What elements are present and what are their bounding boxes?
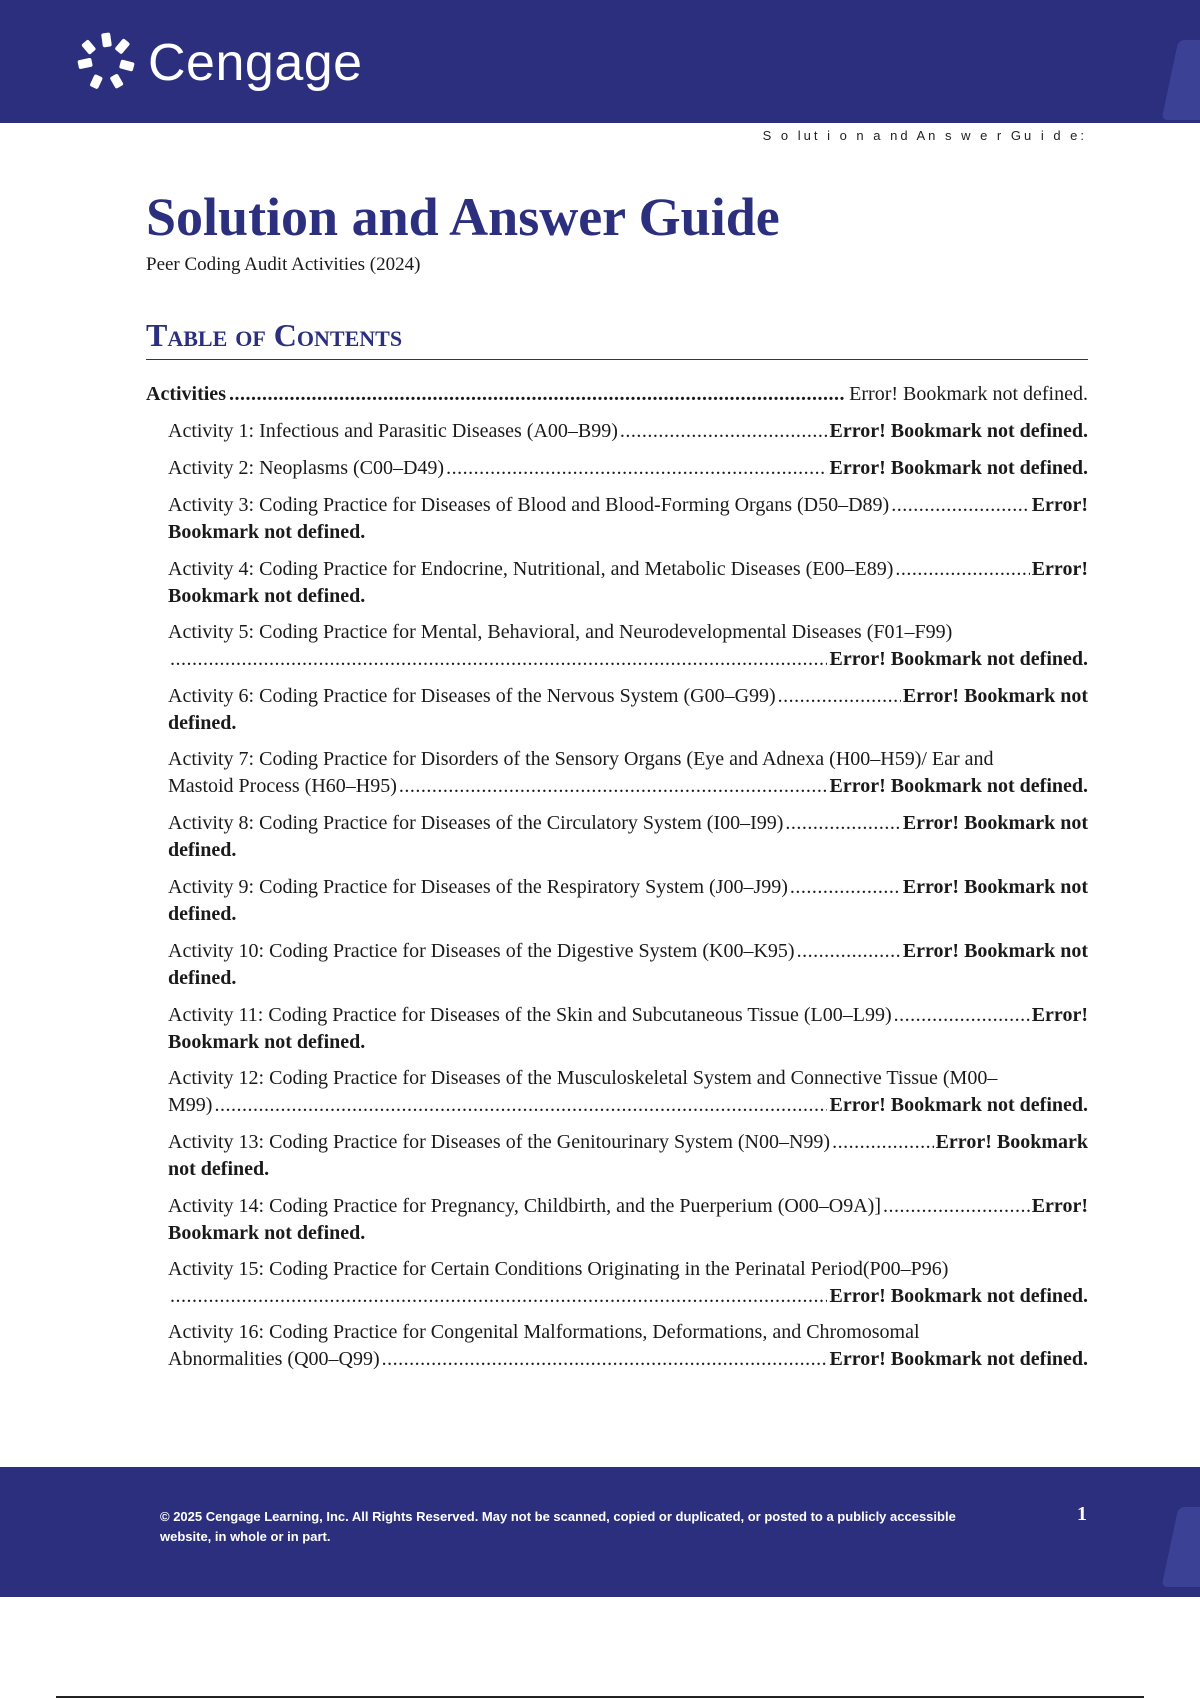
toc-entry-error: Error!	[1031, 558, 1088, 580]
toc-entry-text-continued: M99)	[168, 1094, 213, 1116]
toc-entry-text-continued: Mastoid Process (H60–H95)	[168, 775, 397, 797]
toc-entry-error: Error! Bookmark not defined.	[829, 1348, 1088, 1370]
cengage-logo[interactable]	[74, 32, 363, 94]
toc-entry-activity-5[interactable]	[146, 619, 1088, 673]
toc-entry-activity-15[interactable]	[146, 1256, 1088, 1310]
page-number: 1	[1077, 1503, 1087, 1525]
leader-dots	[170, 1283, 827, 1310]
toc-entry-text-continued: Abnormalities (Q00–Q99)	[168, 1348, 380, 1370]
toc-entry-activity-10[interactable]	[146, 937, 1088, 992]
leader-dots	[832, 1128, 934, 1156]
toc-entry-text: Activity 12: Coding Practice for Diseases of the Musculoskeletal System and Connective Tissue (M00–	[168, 1067, 998, 1089]
leader-dots	[883, 1192, 1030, 1220]
toc-entry-error: Error! Bookmark not defined.	[829, 648, 1088, 670]
toc-entry-text: Activity 4: Coding Practice for Endocrine, Nutritional, and Metabolic Diseases (E00–E89)	[168, 558, 894, 580]
toc-entry-text: Activity 2: Neoplasms (C00–D49)	[168, 457, 445, 479]
leader-dots	[214, 1092, 827, 1119]
toc-entry-activity-13[interactable]	[146, 1128, 1088, 1183]
leader-dots	[895, 555, 1029, 583]
toc-entry-activity-16[interactable]	[146, 1319, 1088, 1373]
toc-entry-error: Error! Bookmark not	[902, 685, 1088, 707]
page-title: Solution and Answer Guide	[146, 187, 780, 247]
toc-entry-error-continued: Bookmark not defined.	[168, 521, 366, 543]
toc-entry-text: Activity 9: Coding Practice for Diseases of the Respiratory System (J00–J99)	[168, 876, 788, 898]
toc-entry-activities[interactable]	[146, 380, 1088, 408]
toc-entry-error-continued: defined.	[168, 967, 237, 989]
leader-dots	[778, 682, 901, 710]
toc-entry-error: Error! Bookmark not defined.	[829, 775, 1088, 797]
toc-entry-error-continued: not defined.	[168, 1158, 270, 1180]
toc-entry-activity-6[interactable]	[146, 682, 1088, 737]
toc-entry-error: Error! Bookmark not	[902, 876, 1088, 898]
leader-dots	[797, 937, 901, 965]
toc-entry-error: Error! Bookmark not defined.	[829, 420, 1088, 442]
copyright-notice: © 2025 Cengage Learning, Inc. All Rights Reserved. May not be scanned, copied or duplicated, or posted to a publicly accessible website, in whole or in part.	[160, 1509, 956, 1544]
toc-entry-text: Activity 14: Coding Practice for Pregnancy, Childbirth, and the Puerperium (O00–O9A)]	[168, 1195, 881, 1217]
leader-dots	[894, 1001, 1030, 1029]
toc-entry-text: Activity 13: Coding Practice for Diseases of the Genitourinary System (N00–N99)	[168, 1131, 831, 1153]
page-subtitle: Peer Coding Audit Activities (2024)	[146, 254, 421, 275]
running-header: S o lut i o n a nd An s w e r Gu i d e:	[762, 128, 1087, 143]
toc-entry-error: Error!	[1031, 494, 1088, 516]
toc-entry-activity-7[interactable]	[146, 746, 1088, 800]
toc-entry-text: Activity 15: Coding Practice for Certain Conditions Originating in the Perinatal Period(P00–P96)	[168, 1258, 949, 1280]
leader-dots	[382, 1346, 828, 1373]
page-bottom-rule	[56, 1696, 1144, 1698]
toc-entry-activity-9[interactable]	[146, 873, 1088, 928]
toc-entry-text: Activity 1: Infectious and Parasitic Diseases (A00–B99)	[168, 420, 618, 442]
leader-dots	[620, 417, 828, 445]
toc-entry-text: Activity 3: Coding Practice for Diseases of Blood and Blood-Forming Organs (D50–D89)	[168, 494, 890, 516]
brand-name: Cengage	[148, 34, 363, 92]
toc-entry-activity-12[interactable]	[146, 1065, 1088, 1119]
toc-entry-error: Error!	[1031, 1004, 1088, 1026]
toc-entry-text: Activity 11: Coding Practice for Diseases of the Skin and Subcutaneous Tissue (L00–L99)	[168, 1004, 892, 1026]
leader-dots	[790, 873, 901, 901]
table-of-contents	[146, 380, 1088, 1373]
toc-entry-activity-1[interactable]	[146, 417, 1088, 445]
leader-dots	[891, 491, 1030, 519]
toc-entry-error: Error! Bookmark not defined.	[829, 457, 1088, 479]
toc-entry-text: Activity 16: Coding Practice for Congenital Malformations, Deformations, and Chromosomal	[168, 1321, 920, 1343]
toc-entry-activity-3[interactable]	[146, 491, 1088, 546]
toc-entry-error: Error! Bookmark not defined.	[849, 383, 1088, 405]
toc-entry-activity-14[interactable]	[146, 1192, 1088, 1247]
toc-entry-error-continued: Bookmark not defined.	[168, 1031, 366, 1053]
leader-dots	[229, 380, 846, 408]
leader-dots	[170, 646, 827, 673]
toc-entry-error: Error! Bookmark not	[902, 940, 1088, 962]
header-banner	[0, 0, 1200, 123]
toc-entry-text: Activity 7: Coding Practice for Disorders of the Sensory Organs (Eye and Adnexa (H00–H59)/ Ear and	[168, 748, 994, 770]
toc-entry-label: Activities	[146, 383, 226, 405]
cengage-logo-icon	[74, 31, 140, 96]
leader-dots	[399, 773, 828, 800]
toc-heading: Table of Contents	[146, 318, 1088, 360]
toc-entry-error-continued: defined.	[168, 839, 237, 861]
toc-entry-text: Activity 8: Coding Practice for Diseases of the Circulatory System (I00–I99)	[168, 812, 784, 834]
toc-entry-activity-2[interactable]	[146, 454, 1088, 482]
toc-entry-error: Error! Bookmark not defined.	[829, 1094, 1088, 1116]
footer-decoration	[1161, 1507, 1200, 1587]
toc-entry-text: Activity 5: Coding Practice for Mental, Behavioral, and Neurodevelopmental Diseases (F01–F99)	[168, 621, 953, 643]
toc-entry-error-continued: defined.	[168, 903, 237, 925]
leader-dots	[446, 454, 827, 482]
toc-entry-error-continued: defined.	[168, 712, 237, 734]
banner-decoration	[1161, 40, 1200, 120]
toc-entry-text: Activity 6: Coding Practice for Diseases of the Nervous System (G00–G99)	[168, 685, 776, 707]
toc-entry-error-continued: Bookmark not defined.	[168, 585, 366, 607]
toc-entry-activity-11[interactable]	[146, 1001, 1088, 1056]
toc-entry-text: Activity 10: Coding Practice for Diseases of the Digestive System (K00–K95)	[168, 940, 795, 962]
toc-entry-error: Error! Bookmark not	[902, 812, 1088, 834]
toc-entry-error: Error!	[1031, 1195, 1088, 1217]
toc-entry-error-continued: Bookmark not defined.	[168, 1222, 366, 1244]
leader-dots	[785, 809, 900, 837]
toc-entry-error: Error! Bookmark not defined.	[829, 1285, 1088, 1307]
toc-entry-activity-8[interactable]	[146, 809, 1088, 864]
toc-entry-error: Error! Bookmark	[935, 1131, 1088, 1153]
toc-entry-activity-4[interactable]	[146, 555, 1088, 610]
footer-banner	[0, 1467, 1200, 1597]
